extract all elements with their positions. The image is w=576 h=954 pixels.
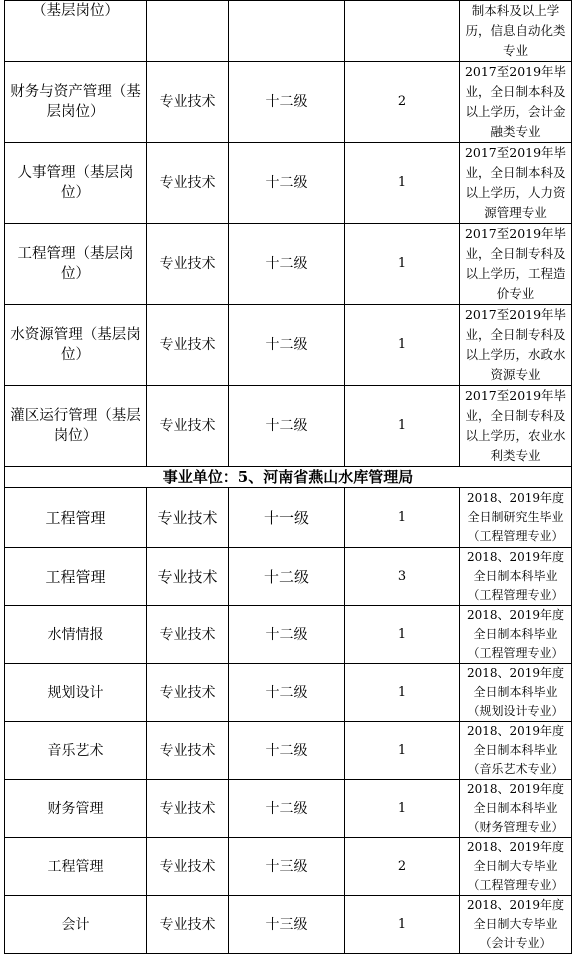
count-cell: 1 [345,305,460,386]
category-cell: 专业技术 [147,305,229,386]
level-cell: 十二级 [229,224,345,305]
position-cell: 财务管理 [5,780,147,838]
requirement-cell: 2017至2019年毕业，全日制本科及以上学历，人力资源管理专业 [460,143,572,224]
position-cell: 人事管理（基层岗位） [5,143,147,224]
count-cell: 2 [345,62,460,143]
position-cell: 工程管理 [5,548,147,606]
requirement-cell: 2018、2019年度全日制本科毕业（工程管理专业） [460,548,572,606]
category-cell: 专业技术 [147,386,229,467]
table-row [5,780,572,838]
level-cell: 十二级 [229,143,345,224]
category-cell: 专业技术 [147,896,229,954]
level-cell [229,1,345,62]
requirement-cell: 2017至2019年毕业，全日制本科及以上学历，会计金融类专业 [460,62,572,143]
position-cell: （基层岗位） [5,1,147,62]
requirement-cell: 2018、2019年度全日制本科毕业（音乐艺术专业） [460,722,572,780]
count-cell: 1 [345,896,460,954]
count-cell: 1 [345,606,460,664]
table-row [5,1,572,62]
category-cell: 专业技术 [147,548,229,606]
position-cell: 规划设计 [5,664,147,722]
category-cell: 专业技术 [147,62,229,143]
requirement-cell: 2017至2019年毕业，全日制专科及以上学历，农业水利类专业 [460,386,572,467]
count-cell: 1 [345,224,460,305]
count-cell: 3 [345,548,460,606]
requirement-cell: 2018、2019年度全日制本科毕业（规划设计专业） [460,664,572,722]
position-cell: 财务与资产管理（基层岗位） [5,62,147,143]
level-cell: 十三级 [229,838,345,896]
category-cell: 专业技术 [147,143,229,224]
position-cell: 水情情报 [5,606,147,664]
count-cell: 1 [345,488,460,548]
table-row [5,722,572,780]
category-cell: 专业技术 [147,722,229,780]
level-cell: 十一级 [229,488,345,548]
requirement-cell: 2017至2019年毕业，全日制专科及以上学历，水政水资源专业 [460,305,572,386]
table-row [5,224,572,305]
count-cell: 1 [345,664,460,722]
table-row [5,62,572,143]
requirement-cell: 2018、2019年度全日制本科毕业（工程管理专业） [460,606,572,664]
position-cell: 工程管理 [5,838,147,896]
table-row [5,838,572,896]
category-cell [147,1,229,62]
level-cell: 十二级 [229,664,345,722]
category-cell: 专业技术 [147,780,229,838]
count-cell: 1 [345,780,460,838]
table-row [5,896,572,954]
level-cell: 十二级 [229,722,345,780]
table-row [5,143,572,224]
position-cell: 工程管理 [5,488,147,548]
requirement-cell: 2018、2019年度全日制大专毕业（会计专业） [460,896,572,954]
level-cell: 十三级 [229,896,345,954]
position-cell: 工程管理（基层岗位） [5,224,147,305]
table-row [5,386,572,467]
category-cell: 专业技术 [147,488,229,548]
requirement-cell: 2018、2019年度全日制大专毕业（工程管理专业） [460,838,572,896]
table-row [5,548,572,606]
level-cell: 十二级 [229,606,345,664]
level-cell: 十二级 [229,305,345,386]
table-row [5,664,572,722]
category-cell: 专业技术 [147,838,229,896]
category-cell: 专业技术 [147,606,229,664]
count-cell: 2 [345,838,460,896]
position-cell: 水资源管理（基层岗位） [5,305,147,386]
requirement-cell: 2018、2019年度全日制本科毕业（财务管理专业） [460,780,572,838]
position-cell: 会计 [5,896,147,954]
count-cell [345,1,460,62]
section-title: 事业单位：5、河南省燕山水库管理局 [5,467,572,488]
requirement-cell: 2017至2019年毕业，全日制专科及以上学历，工程造价专业 [460,224,572,305]
category-cell: 专业技术 [147,224,229,305]
category-cell: 专业技术 [147,664,229,722]
level-cell: 十二级 [229,386,345,467]
section-row [5,467,572,488]
table-row [5,606,572,664]
count-cell: 1 [345,143,460,224]
requirement-cell: 制本科及以上学历，信息自动化类专业 [460,1,572,62]
count-cell: 1 [345,722,460,780]
level-cell: 十二级 [229,548,345,606]
level-cell: 十二级 [229,62,345,143]
count-cell: 1 [345,386,460,467]
position-cell: 灌区运行管理（基层岗位） [5,386,147,467]
table-row [5,488,572,548]
requirement-cell: 2018、2019年度全日制研究生毕业（工程管理专业） [460,488,572,548]
position-cell: 音乐艺术 [5,722,147,780]
level-cell: 十二级 [229,780,345,838]
recruitment-table [4,0,572,954]
table-row [5,305,572,386]
